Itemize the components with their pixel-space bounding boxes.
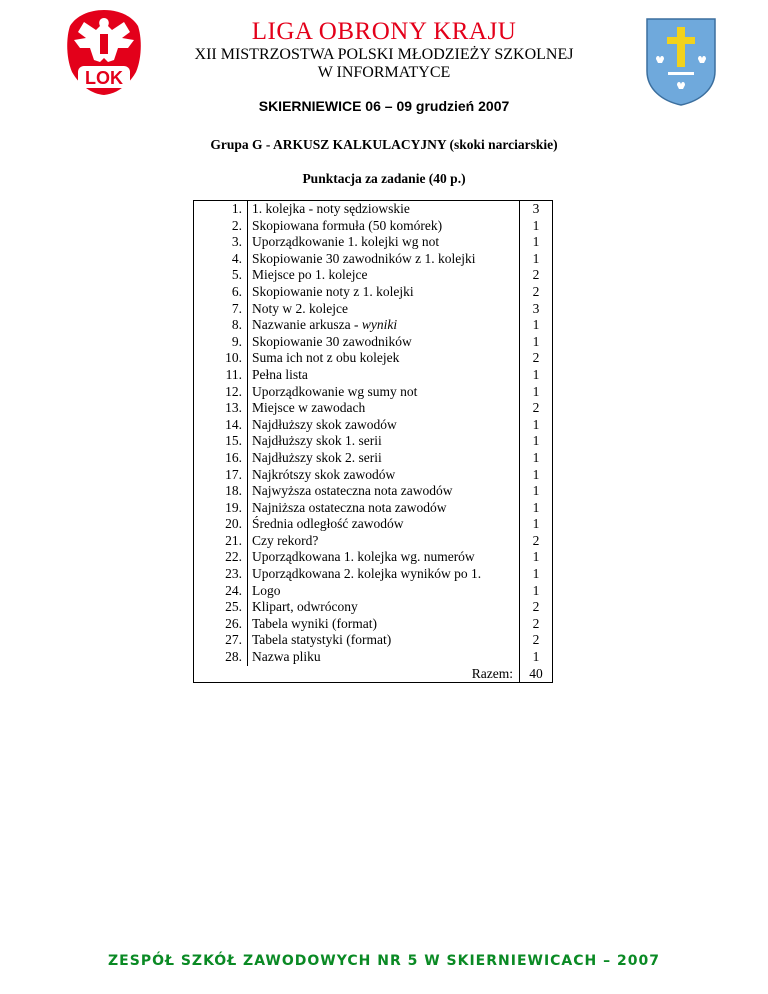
total-value: 40 — [520, 666, 553, 683]
table-row — [194, 317, 553, 334]
row-number: 4. — [194, 251, 248, 268]
row-description — [248, 599, 520, 616]
row-description-text: Skopiowanie 30 zawodników — [252, 333, 412, 349]
row-description — [248, 384, 520, 401]
row-points: 1 — [520, 433, 553, 450]
row-points: 1 — [520, 218, 553, 235]
row-points: 1 — [520, 549, 553, 566]
row-description — [248, 549, 520, 566]
row-description-text: Nazwa pliku — [252, 649, 321, 665]
row-description — [248, 334, 520, 351]
row-description-text: Suma ich not z obu kolejek — [252, 350, 400, 366]
row-number: 18. — [194, 483, 248, 500]
row-points: 1 — [520, 583, 553, 600]
table-row — [194, 649, 553, 666]
row-description — [248, 533, 520, 550]
row-description-text: Skopiowana formuła (50 komórek) — [252, 217, 443, 233]
row-points: 1 — [520, 334, 553, 351]
row-points: 2 — [520, 400, 553, 417]
row-number: 12. — [194, 384, 248, 401]
row-description — [248, 450, 520, 467]
row-points: 2 — [520, 632, 553, 649]
table-row — [194, 201, 553, 218]
scoring-table — [193, 200, 553, 683]
row-description-text: Skopiowanie noty z 1. kolejki — [252, 283, 414, 299]
row-description-text: Tabela statystyki (format) — [252, 632, 392, 648]
row-number: 23. — [194, 566, 248, 583]
row-description — [248, 467, 520, 484]
table-row — [194, 367, 553, 384]
table-row — [194, 251, 553, 268]
row-description-text: Najdłuższy skok zawodów — [252, 416, 397, 432]
table-row — [194, 284, 553, 301]
row-number: 1. — [194, 201, 248, 218]
row-description — [248, 284, 520, 301]
lok-logo-text: LOK — [85, 68, 123, 88]
row-number: 19. — [194, 500, 248, 517]
row-points: 1 — [520, 483, 553, 500]
row-description — [248, 566, 520, 583]
row-points: 1 — [520, 649, 553, 666]
row-description — [248, 367, 520, 384]
row-description — [248, 301, 520, 318]
row-points: 2 — [520, 616, 553, 633]
row-description-text: Miejsce w zawodach — [252, 400, 366, 416]
row-number: 21. — [194, 533, 248, 550]
row-description-text: Czy rekord? — [252, 532, 319, 548]
row-description-text: Miejsce po 1. kolejce — [252, 267, 368, 283]
row-number: 22. — [194, 549, 248, 566]
event-location-date: SKIERNIEWICE 06 – 09 grudzień 2007 — [258, 98, 510, 114]
row-number: 15. — [194, 433, 248, 450]
row-number: 27. — [194, 632, 248, 649]
row-points: 2 — [520, 284, 553, 301]
table-row — [194, 632, 553, 649]
row-number: 10. — [194, 350, 248, 367]
table-row — [194, 450, 553, 467]
row-description-text: Skopiowanie 30 zawodników z 1. kolejki — [252, 250, 476, 266]
table-row — [194, 417, 553, 434]
table-row — [194, 384, 553, 401]
row-points: 1 — [520, 384, 553, 401]
row-description — [248, 583, 520, 600]
group-heading: Grupa G - ARKUSZ KALKULACYJNY (skoki narciarskie) — [210, 137, 558, 152]
row-description-text: Najkrótszy skok zawodów — [252, 466, 396, 482]
row-points: 1 — [520, 317, 553, 334]
table-row — [194, 483, 553, 500]
row-number: 28. — [194, 649, 248, 666]
row-description-text: Uporządkowanie wg sumy not — [252, 383, 418, 399]
row-description — [248, 483, 520, 500]
table-row — [194, 400, 553, 417]
row-description-text: Tabela wyniki (format) — [252, 615, 378, 631]
row-description — [248, 317, 520, 334]
subtitle-line-1: XII MISTRZOSTWA POLSKI MŁODZIEŻY SZKOLNEJ — [194, 46, 574, 63]
row-number: 25. — [194, 599, 248, 616]
row-description-text: Najdłuższy skok 2. serii — [252, 449, 382, 465]
table-row — [194, 433, 553, 450]
table-row — [194, 599, 553, 616]
scoring-table-body — [194, 201, 553, 683]
row-description-text: Noty w 2. kolejce — [252, 300, 348, 316]
table-row — [194, 549, 553, 566]
row-description-text: Nazwanie arkusza - — [252, 317, 362, 333]
row-points: 1 — [520, 234, 553, 251]
row-number: 3. — [194, 234, 248, 251]
row-description-italic: wyniki — [361, 317, 398, 333]
table-row — [194, 234, 553, 251]
row-description — [248, 201, 520, 218]
row-number: 14. — [194, 417, 248, 434]
row-description-text: Najwyższa ostateczna nota zawodów — [252, 483, 453, 499]
row-points: 1 — [520, 516, 553, 533]
row-points: 2 — [520, 599, 553, 616]
row-description-text: Logo — [252, 582, 281, 598]
row-points: 1 — [520, 367, 553, 384]
points-heading: Punktacja za zadanie (40 p.) — [302, 171, 466, 186]
table-row — [194, 334, 553, 351]
total-row — [194, 666, 553, 683]
row-number: 5. — [194, 267, 248, 284]
row-description-text: Uporządkowana 2. kolejka wyników po 1. — [252, 566, 482, 582]
table-row — [194, 616, 553, 633]
table-row — [194, 267, 553, 284]
table-row — [194, 218, 553, 235]
table-row — [194, 500, 553, 517]
row-points: 3 — [520, 301, 553, 318]
championship-subtitle — [0, 46, 768, 82]
table-row — [194, 467, 553, 484]
page-title: LIGA OBRONY KRAJU — [251, 18, 517, 45]
row-description — [248, 417, 520, 434]
school-footer: ZESPÓŁ SZKÓŁ ZAWODOWYCH NR 5 W SKIERNIEWICACH – 2007 — [108, 953, 660, 969]
table-row — [194, 516, 553, 533]
row-description — [248, 500, 520, 517]
row-points: 1 — [520, 500, 553, 517]
row-description-text: 1. kolejka - noty sędziowskie — [252, 201, 410, 216]
row-points: 2 — [520, 350, 553, 367]
row-number: 2. — [194, 218, 248, 235]
row-description-text: Średnia odległość zawodów — [252, 516, 404, 532]
row-number: 6. — [194, 284, 248, 301]
row-points: 1 — [520, 467, 553, 484]
row-number: 24. — [194, 583, 248, 600]
row-number: 16. — [194, 450, 248, 467]
table-row — [194, 533, 553, 550]
row-description — [248, 632, 520, 649]
row-description-text: Pełna lista — [252, 366, 308, 382]
row-points: 2 — [520, 267, 553, 284]
row-description — [248, 218, 520, 235]
row-number: 9. — [194, 334, 248, 351]
row-number: 17. — [194, 467, 248, 484]
row-points: 1 — [520, 251, 553, 268]
row-description-text: Najdłuższy skok 1. serii — [252, 433, 382, 449]
table-row — [194, 583, 553, 600]
row-points: 2 — [520, 533, 553, 550]
row-number: 7. — [194, 301, 248, 318]
row-description-text: Najniższa ostateczna nota zawodów — [252, 499, 447, 515]
subtitle-line-2: W INFORMATYCE — [317, 64, 451, 81]
total-label: Razem: — [194, 666, 520, 683]
row-description — [248, 400, 520, 417]
row-description — [248, 616, 520, 633]
row-description — [248, 649, 520, 666]
row-number: 13. — [194, 400, 248, 417]
row-number: 8. — [194, 317, 248, 334]
table-row — [194, 350, 553, 367]
row-description — [248, 267, 520, 284]
row-description-text: Uporządkowanie 1. kolejki wg not — [252, 234, 440, 250]
row-points: 1 — [520, 450, 553, 467]
row-number: 11. — [194, 367, 248, 384]
row-points: 3 — [520, 201, 553, 218]
row-description-text: Uporządkowana 1. kolejka wg. numerów — [252, 549, 475, 565]
row-points: 1 — [520, 417, 553, 434]
row-description — [248, 516, 520, 533]
row-number: 26. — [194, 616, 248, 633]
row-description — [248, 350, 520, 367]
row-description — [248, 433, 520, 450]
row-points: 1 — [520, 566, 553, 583]
table-row — [194, 301, 553, 318]
row-description-text: Klipart, odwrócony — [252, 599, 358, 615]
row-number: 20. — [194, 516, 248, 533]
table-row — [194, 566, 553, 583]
row-description — [248, 251, 520, 268]
row-description — [248, 234, 520, 251]
